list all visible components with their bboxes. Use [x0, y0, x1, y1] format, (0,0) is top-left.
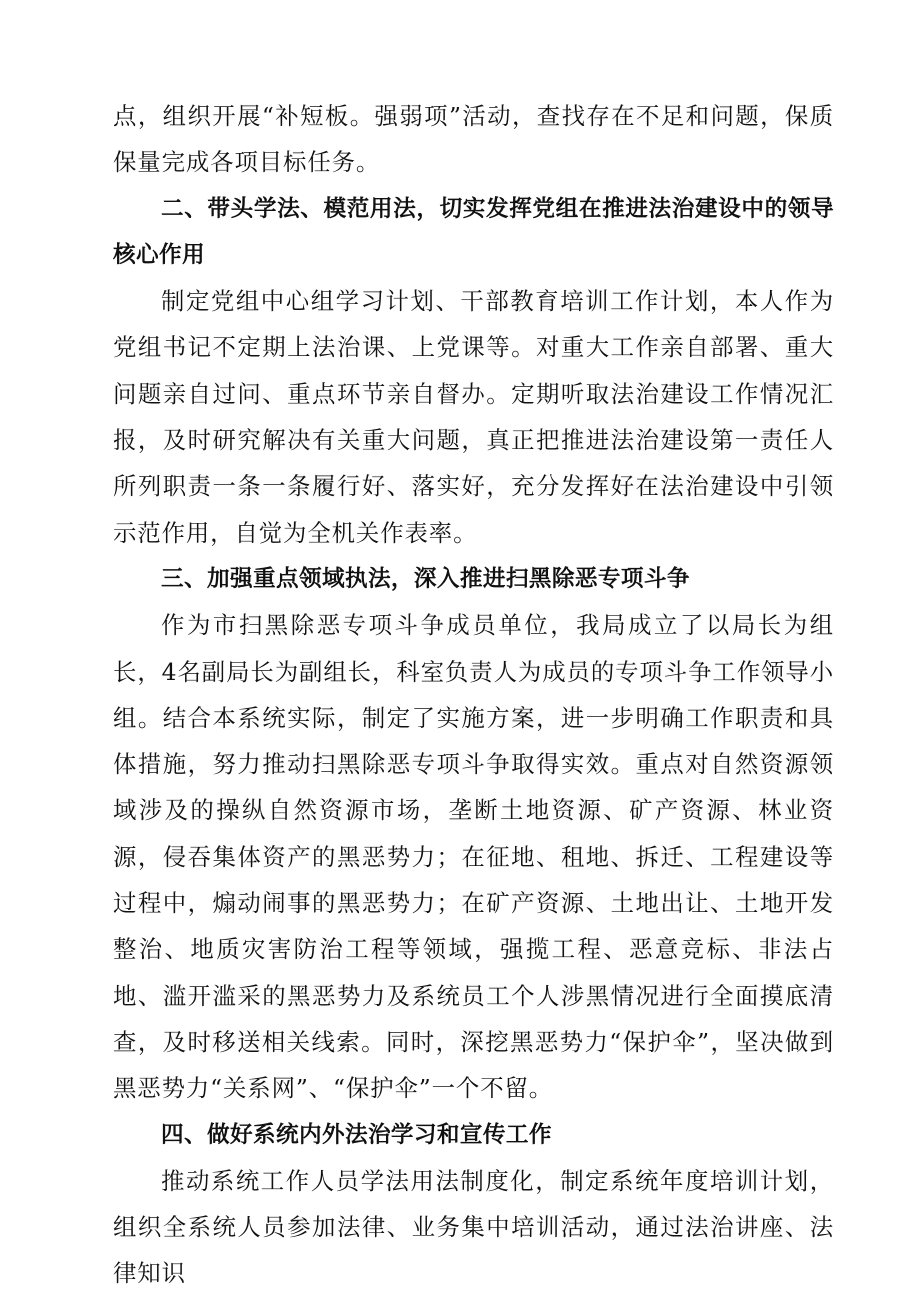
- section-heading-3: 三、加强重点领域执法，深入推进扫黑除恶专项斗争: [161, 565, 690, 592]
- body-paragraph-1: 点，组织开展“补短板。强弱项”活动，查找存在不足和问题，保质保量完成各项目标任务。: [113, 102, 834, 177]
- body-paragraph-4: 推动系统工作人员学法用法制度化，制定系统年度培训计划，组织全系统人员参加法律、业务集中培训活动，通过法治讲座、法律知识: [113, 1166, 834, 1288]
- section-heading-2: 二、带头学法、模范用法，切实发挥党组在推进法治建设中的领导核心作用: [113, 195, 834, 268]
- body-paragraph-2: 制定党组中心组学习计划、干部教育培训工作计划，本人作为党组书记不定期上法治课、上党课等。对重大工作亲自部署、重大问题亲自过问、重点环节亲自督办。定期听取法治建设工作情况汇报，及时研究解决有关重大问题，真正把推进法治建设第一责任人所列职责一条一条履行好、落实好，充分发挥好在法治建设中引领示范作用，自觉为全机关作表率。: [113, 287, 834, 547]
- section-heading-4: 四、做好系统内外法治学习和宣传工作: [161, 1121, 552, 1148]
- body-paragraph-3: 作为市扫黑除恶专项斗争成员单位，我局成立了以局长为组长，4名副局长为副组长，科室负责人为成员的专项斗争工作领导小组。结合本系统实际，制定了实施方案，进一步明确工作职责和具体措施，努力推动扫黑除恶专项斗争取得实效。重点对自然资源领域涉及的操纵自然资源市场，垄断土地资源、矿产资源、林业资源，侵吞集体资产的黑恶势力；在征地、租地、拆迁、工程建设等过程中，煽动闹事的黑恶势力；在矿产资源、土地出让、土地开发整治、地质灾害防治工程等领域，强揽工程、恶意竞标、非法占地、滥开滥采的黑恶势力及系统员工个人涉黑情况进行全面摸底清查，及时移送相关线索。同时，深挖黑恶势力“保护伞”，坚决做到黑恶势力“关系网”、“保护伞”一个不留。: [113, 611, 834, 1103]
